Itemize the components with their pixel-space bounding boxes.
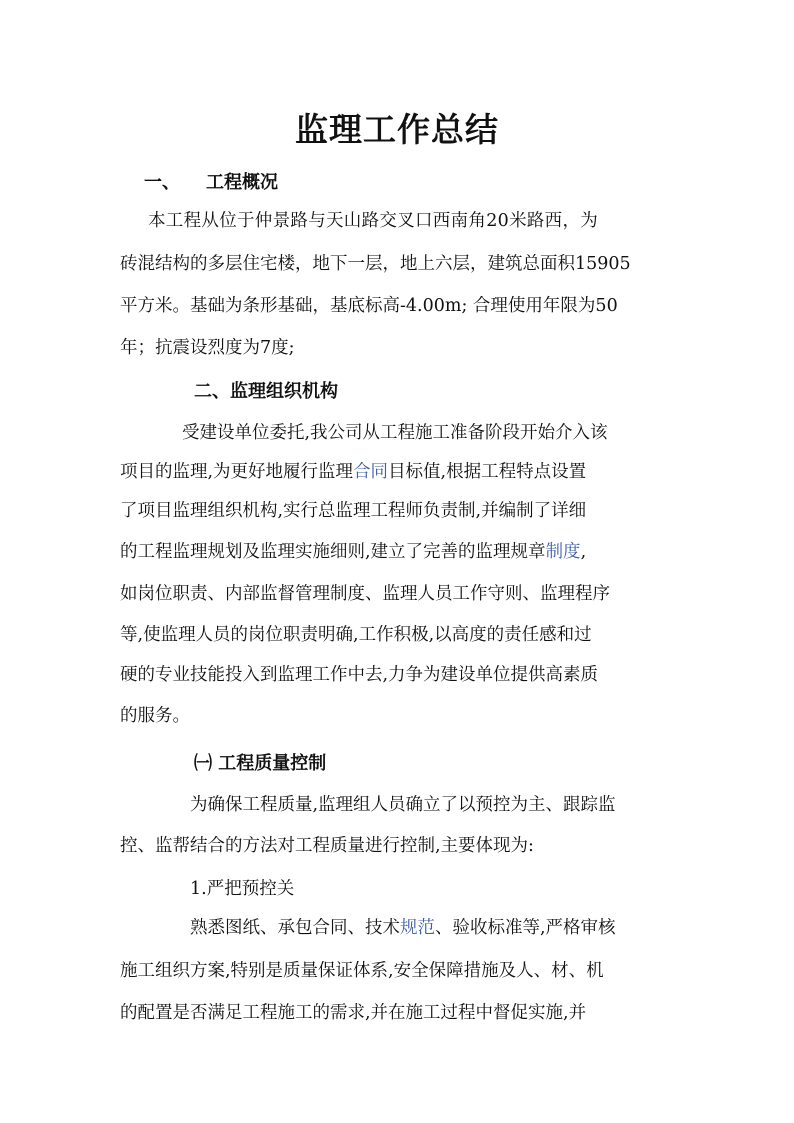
paragraph-line: 本工程从位于仲景路与天山路交叉口西南角20米路西，为: [148, 211, 599, 231]
regulation-link[interactable]: 制度: [545, 542, 581, 562]
paragraph-line: 受建设单位委托,我公司从工程施工准备阶段开始介入该: [182, 423, 608, 443]
paragraph-line: 硬的专业技能投入到监理工作中去,力争为建设单位提供高素质: [120, 665, 599, 685]
section-heading-organization: 二、监理组织机构: [194, 381, 338, 402]
paragraph-line: 年；抗震设烈度为7度;: [120, 338, 295, 358]
text-run: 熟悉图纸、承包合同、技术: [190, 918, 400, 938]
paragraph-line: 控、监帮结合的方法对工程质量进行控制,主要体现为:: [120, 836, 534, 856]
paragraph-line: 的服务。: [120, 706, 190, 726]
paragraph-line: [120, 457, 680, 487]
paragraph-line: 为确保工程质量,监理组人员确立了以预控为主、跟踪监: [190, 795, 616, 815]
section-title: 工程概况: [206, 172, 278, 193]
paragraph-line: [190, 913, 750, 943]
text-run: 目标值,根据工程特点设置: [388, 462, 587, 482]
paragraph-line: 了项目监理组织机构,实行总监理工程师负责制,并编制了详细: [120, 501, 587, 521]
text-run: 、验收标准等,严格审核: [435, 918, 616, 938]
paragraph-line: [120, 537, 680, 567]
text-run: 项目的监理,为更好地履行监理: [120, 462, 354, 482]
paragraph-line: 平方米。基础为条形基础，基底标高-4.00m; 合理使用年限为50: [120, 296, 618, 316]
page-title: 监理工作总结: [295, 110, 499, 149]
paragraph-line: 施工组织方案,特别是质量保证体系,安全保障措施及人、材、机: [120, 961, 604, 981]
subsection-heading-quality: ㈠ 工程质量控制: [194, 753, 327, 774]
paragraph-line: 砖混结构的多层住宅楼，地下一层，地上六层，建筑总面积15905: [120, 254, 631, 274]
text-run: ,: [580, 542, 587, 562]
paragraph-line: 等,使监理人员的岗位职责明确,工作积极,以高度的责任感和过: [120, 625, 592, 645]
specification-link[interactable]: 规范: [400, 918, 435, 938]
item-heading-precontrol: 1.严把预控关: [190, 879, 295, 899]
contract-link[interactable]: 合同: [353, 462, 389, 482]
paragraph-line: 如岗位职责、内部监督管理制度、监理人员工作守则、监理程序: [120, 584, 610, 604]
paragraph-line: 的配置是否满足工程施工的需求,并在施工过程中督促实施,并: [120, 1003, 587, 1023]
section-number: 一、: [144, 172, 180, 193]
text-run: 的工程监理规划及监理实施细则,建立了完善的监理规章: [120, 542, 546, 562]
